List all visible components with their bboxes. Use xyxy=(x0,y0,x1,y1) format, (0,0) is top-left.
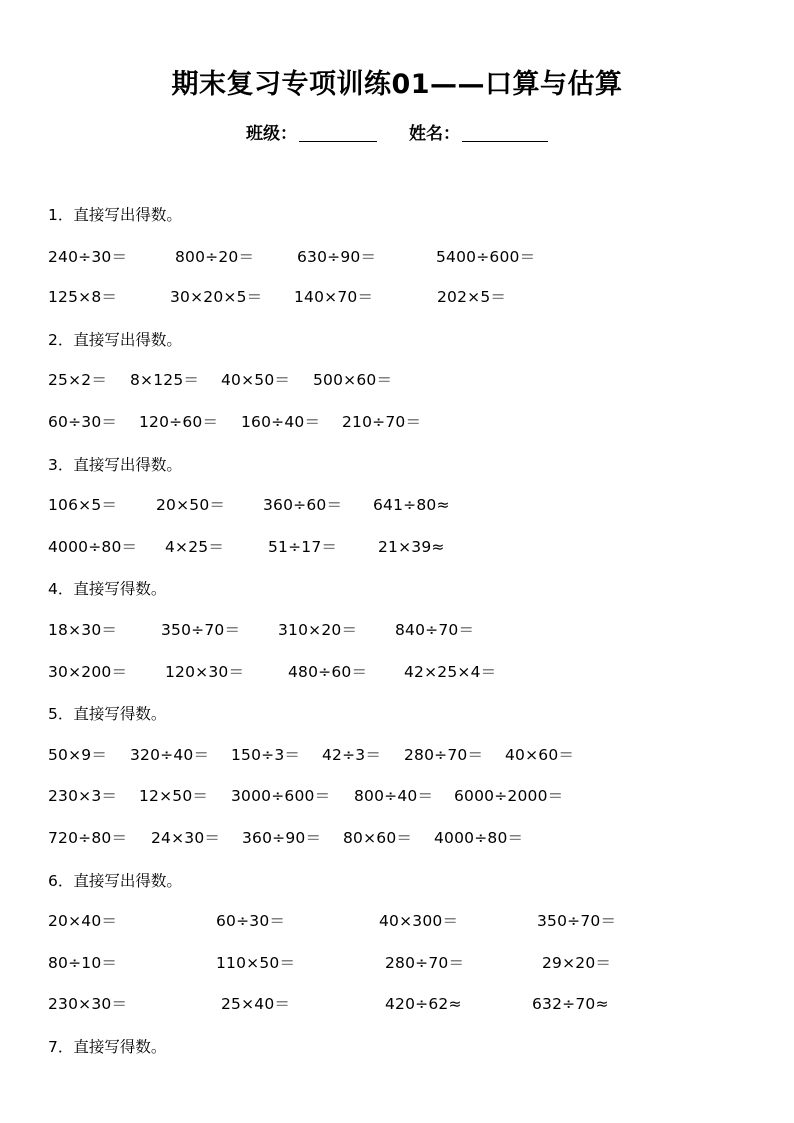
problem: 24×30＝ xyxy=(151,829,221,847)
problem: 50×9＝ xyxy=(48,746,108,764)
question-4-row-2 xyxy=(0,665,794,685)
problem: 230×3＝ xyxy=(48,787,118,805)
question-7-heading: 7．直接写得数。 xyxy=(48,1038,167,1056)
problem: 632÷70≈ xyxy=(532,995,609,1013)
question-2-row-2 xyxy=(0,415,794,435)
problem: 360÷60＝ xyxy=(263,496,343,514)
question-3-row-2 xyxy=(0,540,794,560)
problem: 60÷30＝ xyxy=(216,912,286,930)
class-blank[interactable] xyxy=(299,123,377,142)
question-6-row-3 xyxy=(0,997,794,1017)
question-6-row-2 xyxy=(0,956,794,976)
question-1-row-2 xyxy=(0,290,794,310)
problem: 280÷70＝ xyxy=(385,954,465,972)
name-label: 姓名： xyxy=(409,124,460,144)
problem: 630÷90＝ xyxy=(297,248,377,266)
problem: 21×39≈ xyxy=(378,538,445,556)
problem: 5400÷600＝ xyxy=(436,248,536,266)
problem: 4×25＝ xyxy=(165,538,225,556)
class-label: 班级： xyxy=(246,124,297,144)
question-3-heading: 3．直接写出得数。 xyxy=(48,456,182,474)
problem: 800÷20＝ xyxy=(175,248,255,266)
problem: 140×70＝ xyxy=(294,288,374,306)
problem: 40×60＝ xyxy=(505,746,575,764)
problem: 480÷60＝ xyxy=(288,663,368,681)
problem: 110×50＝ xyxy=(216,954,296,972)
problem: 20×40＝ xyxy=(48,912,118,930)
problem: 420÷62≈ xyxy=(385,995,462,1013)
problem: 360÷90＝ xyxy=(242,829,322,847)
problem: 125×8＝ xyxy=(48,288,118,306)
question-5-heading: 5．直接写得数。 xyxy=(48,705,167,723)
problem: 840÷70＝ xyxy=(395,621,475,639)
problem: 80÷10＝ xyxy=(48,954,118,972)
question-5-row-2 xyxy=(0,789,794,809)
problem: 51÷17＝ xyxy=(268,538,338,556)
problem: 210÷70＝ xyxy=(342,413,422,431)
problem: 350÷70＝ xyxy=(161,621,241,639)
problem: 202×5＝ xyxy=(437,288,507,306)
problem: 320÷40＝ xyxy=(130,746,210,764)
problem: 3000÷600＝ xyxy=(231,787,331,805)
problem: 4000÷80＝ xyxy=(48,538,138,556)
problem: 310×20＝ xyxy=(278,621,358,639)
question-4-heading: 4．直接写得数。 xyxy=(48,580,167,598)
problem: 6000÷2000＝ xyxy=(454,787,564,805)
problem: 150÷3＝ xyxy=(231,746,301,764)
problem: 42×25×4＝ xyxy=(404,663,497,681)
problem: 18×30＝ xyxy=(48,621,118,639)
question-6-heading: 6．直接写出得数。 xyxy=(48,872,182,890)
problem: 106×5＝ xyxy=(48,496,118,514)
problem: 120×30＝ xyxy=(165,663,245,681)
name-blank[interactable] xyxy=(462,123,548,142)
question-5-row-1 xyxy=(0,748,794,768)
problem: 40×300＝ xyxy=(379,912,459,930)
question-3-row-1 xyxy=(0,498,794,518)
problem: 25×2＝ xyxy=(48,371,108,389)
question-5-row-3 xyxy=(0,831,794,851)
problem: 12×50＝ xyxy=(139,787,209,805)
problem: 30×200＝ xyxy=(48,663,128,681)
page-title: 期末复习专项训练01——口算与估算 xyxy=(171,69,623,100)
problem: 29×20＝ xyxy=(542,954,612,972)
problem: 40×50＝ xyxy=(221,371,291,389)
question-4-row-1 xyxy=(0,623,794,643)
problem: 120÷60＝ xyxy=(139,413,219,431)
problem: 30×20×5＝ xyxy=(170,288,263,306)
question-1-heading: 1．直接写出得数。 xyxy=(48,206,182,224)
problem: 720÷80＝ xyxy=(48,829,128,847)
problem: 8×125＝ xyxy=(130,371,200,389)
student-info xyxy=(0,119,794,144)
problem: 500×60＝ xyxy=(313,371,393,389)
problem: 160÷40＝ xyxy=(241,413,321,431)
question-1-row-1 xyxy=(0,250,794,270)
problem: 20×50＝ xyxy=(156,496,226,514)
problem: 641÷80≈ xyxy=(373,496,450,514)
question-2-row-1 xyxy=(0,373,794,393)
problem: 240÷30＝ xyxy=(48,248,128,266)
problem: 60÷30＝ xyxy=(48,413,118,431)
question-2-heading: 2．直接写出得数。 xyxy=(48,331,182,349)
problem: 4000÷80＝ xyxy=(434,829,524,847)
problem: 230×30＝ xyxy=(48,995,128,1013)
problem: 280÷70＝ xyxy=(404,746,484,764)
problem: 25×40＝ xyxy=(221,995,291,1013)
problem: 350÷70＝ xyxy=(537,912,617,930)
problem: 800÷40＝ xyxy=(354,787,434,805)
problem: 80×60＝ xyxy=(343,829,413,847)
problem: 42÷3＝ xyxy=(322,746,382,764)
question-6-row-1 xyxy=(0,914,794,934)
